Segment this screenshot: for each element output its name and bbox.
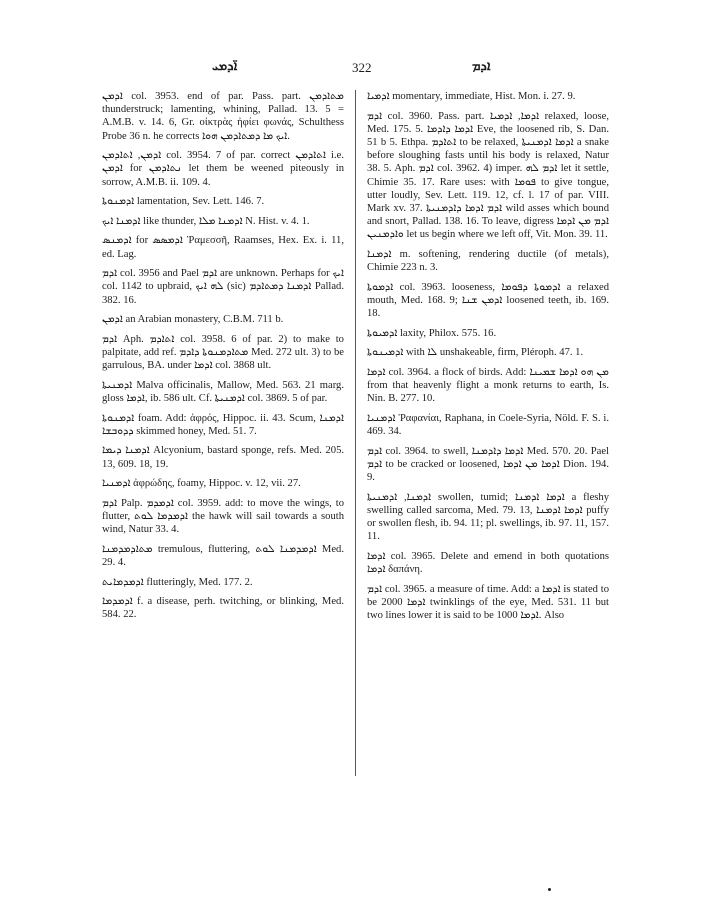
dictionary-entry: ܐܕܡܢܐ ܕܝܡܐ Alcyonium, bastard sponge, refs. Med. 205. 13, 609. 18, 19. [102,445,345,470]
dictionary-entry: ܐܕܡܐ col. 3965. Delete and emend in both quotations ܐܕܡܐ δαπάνη. [367,551,609,576]
header-left-catchword: ܐ̈ܕܡܝ [212,58,238,73]
dictionary-entry: ܐܕܡܝܢܘܬܐ with ܠܐ unshakeable, firm, Pléroph. 47. 1. [367,347,584,359]
dictionary-entry: ܐܕܡܢܐ, ܐܕܡܢܝܬܐ swollen, tumid; ܐܕܡܐ ܐܕܡܢܐ a fleshy swelling called sarcoma, Med. 79. 13, ܐܕܡܐ ܐܕܡܢܐ puffy or swollen flesh, ib. 94. 11; pl. swellings, ib. 97. 11, 157. 11. [367,491,610,543]
dictionary-entry: ܡܬܐܕܡܕܡܢܐ tremulous, fluttering, ܐܕܡܕܡܢܐ ܠܘܬ Med. 29. 4. [102,543,344,568]
dictionary-entry: ܐܕܡ col. 3965. a measure of time. Add: a ܐܕܡܐ is stated to be 2000 ܐܕܡܐ twinklings of the eye, Med. 531. 11 but two lines lower it is said to be 1000 ܐܕܡܐ. Also [367,583,609,622]
dictionary-entry: ܐܕܡ col. 3964. to swell, ܐܕܡܐ ܕܐܕܡܢܐ Med. 570. 20. Pael ܐܕܡ to be cracked or loosened, ܐܕܡܐ ܡܢ ܐܕܡܐ Dion. 194. 9. [367,445,610,484]
page-header [100,58,620,78]
dictionary-entry: ܐܕܡܢܝܬܐ Malva officinalis, Mallow, Med. 563. 21 marg. gloss ܐܕܡܐ, ib. 586 ult. Cf. ܐܕܡܢܝܬܐ col. 3869. 5 of par. [102,379,344,404]
dictionary-entry: ܐܕܡܢ an Arabian monastery, C.B.M. 711 b. [102,314,284,326]
header-right-catchword: ܐܕܡ [472,58,491,73]
page-number: 322 [352,60,372,75]
dictionary-entry: ܐܕܡܢܣ for ܐܕܡܣܣ Ῥαμεσσῆ, Raamses, Hex. Ex. i. 11, ed. Lag. [102,235,344,260]
dictionary-entry: ܐܕܡܕܡܐ f. a disease, perh. twitching, or blinking, Med. 584. 22. [102,596,344,621]
column-divider [355,90,356,776]
dictionary-entry: ܐܕܡܕܡܐܝܬ flutteringly, Med. 177. 2. [102,576,253,588]
dictionary-entry: ܐܕܡ col. 3956 and Pael ܐܕܡ are unknown. Perhaps for ܐܝܟ col. 1142 to upbraid, ܠܗ ܐܝܟ (sic) ܐܕܡܢܐ ܕܡܬܐܕܡ Pallad. 382. 16. [102,268,344,306]
dictionary-entry: ܐܕܡܢܘܬܐ lamentation, Sev. Lett. 146. 7. [102,196,265,208]
dictionary-entry: ܐܕܡ Palp. ܐܕܡܕܡ col. 3959. add: to move the wings, to flutter, ܐܕܡܕܡܐ ܠܘܬ the hawk will sail towards a south wind, Natur 33. 4. [102,497,345,536]
page-speck [548,888,551,891]
dictionary-entry: ܐܕܡܝܘܬܐ laxity, Philox. 575. 16. [367,327,497,339]
dictionary-entry: ܐܕܡ col. 3960. Pass. part. ܐܕܡܐ, ܐܕܡܝܐ relaxed, loose, Med. 175. 5. ܐܕܡܐ ܕܐܕܡܐ Eve, the loosened rib, S. Dan. 51 b 5. Ethpa. ܐܬܐܕܡ to be relaxed, ܐܕܡܐ ܐܕܡܢܝܬܐ a snake before sloughing fasts until his body is relaxed, Natur 38. 5. Aph. ܐܕܡ col. 3962. 4) imper. ܐܕܡ ܠܗ let it settle, Chimie 35. 17. Rare uses: with ܦܘܡܐ to give tongue, utter loudly, Sev. Lett. 119. 12, cf. l. 17 of par. VIII. Mark xv. 37. ܐܕܡ ܐܕܡܐ ܕܐܕܡܢܝܬܐ wild asses which bound and snort, Pallad. 138. 16. To leave, digress ܐܕܡ ܡܢ ܐܕܡܐ ܘܐܕܡܢܝܢ let us begin where we left off, Vit. Mon. 39. 11. [367,110,609,241]
dictionary-entry: ܐܕܡܢܝܐ Ῥαφανίαι, Raphana, in Coele-Syria, Nöld. F. S. i. 469. 34. [367,413,609,438]
dictionary-entry: ܐܕܡܐ col. 3964. a flock of birds. Add: ܡܢ ܗܘ ܐܕܡܐ ܫܡܝܢܐ from that heavenly flight a monk returns to earth, Is. Nin. B. 277. 10. [367,367,609,405]
dictionary-entry: ܐܕܡܢܐ m. softening, rendering ductile (of metals), Chimie 223 n. 3. [367,249,609,274]
dictionary-entry: ܐܕܡ Aph. ܐܬܐܕܡ col. 3958. 6 of par. 2) to make to palpitate, add ref. ܡܬܐܕܡܢܘܬܐ ܕܐܕܡ Med. 272 ult. 3) to be garrulous, BA. under ܐܕܡܐ col. 3868 ult. [102,333,344,372]
dictionary-entry: ܐܕܡܝܐ momentary, immediate, Hist. Mon. i. 27. 9. [367,91,576,102]
dictionary-entry: ܐܕܡܘܬܐ col. 3963. looseness, ܐܕܡܘܬܐ ܕܦܘܡܐ a relaxed mouth, Med. 168. 9; ܐܕܡܢ ܫܢܐ loosened teeth, ib. 169. 18. [367,281,610,320]
dictionary-entry: ܐܕܡܢܝܐ ἀφρώδης, foamy, Hippoc. v. 12, vii. 27. [102,478,301,490]
dictionary-entry: ܐܕܡܢܐ ܐܝܟ like thunder, ܐܕܡܢܐ ܡܠܐ N. Hist. v. 4. 1. [102,215,310,227]
dictionary-entry: ܐܕܡܢܘܬܐ foam. Add: ἀφρός, Hippoc. ii. 43. Scum, ܐܕܡܢܐ ܕܕܘܒܫܐ skimmed honey, Med. 51. 7. [102,412,344,437]
left-column [102,90,344,628]
dictionary-entry: ܐܕܡܢ, ܐܬܐܕܡܢ col. 3954. 7 of par. correct ܐܬܐܕܡܢ i.e. ܐܕܡܢ for ܢܬܐܕܡܢ let them be weened piteously in sorrow, A.M.B. ii. 109. 4. [102,150,344,188]
right-column [367,90,609,629]
dictionary-entry: ܐܕܡܢ col. 3953. end of par. Pass. part. ܡܬܐܕܡܢ thunderstruck; lamenting, whining, Pallad. 13. 5 = A.M.B. v. 14. 6, Gr. οἰκτρὰς ἠφίει φωνάς, Schulthess Probe 36 n. he corrects ܐܝܟ ܡܐ ܕܡܬܐܕܡܢ ܗܘܐ. [102,91,344,142]
